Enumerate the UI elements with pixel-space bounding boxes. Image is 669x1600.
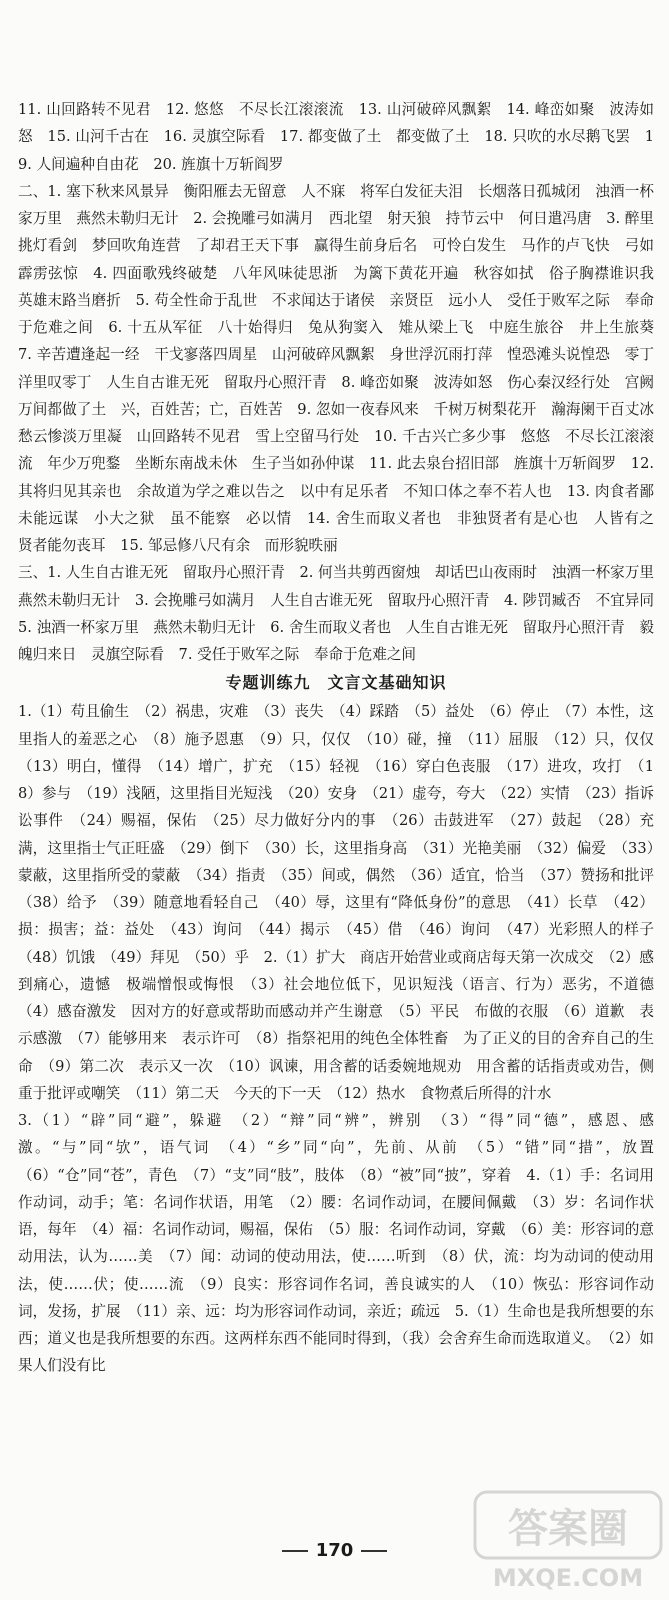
page-number-dash-right	[361, 1550, 387, 1552]
section9-title: 专题训练九 文言文基础知识	[225, 673, 447, 693]
answers-part8-section2: 二、1. 塞下秋来风景异 衡阳雁去无留意 人不寐 将军白发征夫泪 长烟落日孤城闭 浊酒一杯家万里 燕然未勒归无计 2. 会挽雕弓如满月 西北望 射天狼 持节云中 何日遣冯唐 3. 醉里挑灯看剑 梦回吹角连营 了却君王天下事 赢得生前身后名 可怜白发生 马作的卢飞快 弓如霹雳弦惊 4. 四面歌残终破楚 八年风味徒思浙 为篱下黄花开遍 秋容如拭 俗子胸襟谁识我 英雄末路当磨折 5. 苟全性命于乱世 不求闻达于诸侯 亲贤臣 远小人 受任于败军之际 奉命于危难之间 6. 十五从军征 八十始得归 兔从狗窦入 雉从梁上飞 中庭生旅谷 井上生旅葵 7. 辛苦遭逢起一经 干戈寥落四周星 山河破碎风飘絮 身世浮沉雨打萍 惶恐滩头说惶恐 零丁洋里叹零丁 人生自古谁无死 留取丹心照汗青 8. 峰峦如聚 波涛如怒 伤心秦汉经行处 宫阙万间都做了土 兴，百姓苦；亡，百姓苦 9. 忽如一夜春风来 千树万树梨花开 瀚海阑干百丈冰 愁云惨淡万里凝 山回路转不见君 雪上空留马行处 10. 千古兴亡多少事 悠悠 不尽长江滚滚流 年少万兜鍪 坐断东南战未休 生子当如孙仲谋 11. 此去泉台招旧部 旌旗十万斩阎罗 12. 其将归见其亲也 余故道为学之难以告之 以中有足乐者 不知口体之奉不若人也 13. 肉食者鄙 未能远谋 小大之狱 虽不能察 必以情 14. 舍生而取义者也 非独贤者有是心也 人皆有之 贤者能勿丧耳 15. 邹忌修八尺有余 而形貌昳丽	[18, 182, 669, 554]
answers-part8-continued: 11. 山回路转不见君 12. 悠悠 不尽长江滚滚流 13. 山河破碎风飘絮 14. 峰峦如聚 波涛如怒 15. 山河千古在 16. 灵旗空际看 17. 都变做了土 都变做了土 18. 只吹的水尽鹅飞罢 19. 人间遍种自由花 20. 旌旗十万斩阎罗	[18, 101, 654, 173]
answer-content	[18, 96, 669, 1380]
watermark-text-bottom: MXQE.COM	[492, 1564, 644, 1592]
page-number-text: 170	[315, 1540, 354, 1561]
answers-section9-part1: 1.（1）苟且偷生 （2）祸患，灾难 （3）丧失 （4）踩踏 （5）益处 （6）停止 （7）本性，这里指人的羞恶之心 （8）施予恩惠 （9）只，仅仅 （10）碰，撞 （11）屈服 （12）只，仅仅 （13）明白，懂得 （14）增广，扩充 （15）轻视 （16）穿白色丧服 （17）进攻，攻打 （18）参与 （19）浅陋，这里指目光短浅 （20）安身 （21）虚夸，夸大 （22）实情 （23）指诉讼事件 （24）赐福，保佑 （25）尽力做好分内的事 （26）击鼓进军 （27）鼓起 （28）充满，这里指士气正旺盛 （29）倒下 （30）长，这里指身高 （31）光艳美丽 （32）偏爱 （33）蒙蔽，这里指所受的蒙蔽 （34）指责 （35）间或，偶然 （36）适宜，恰当 （37）赞扬和批评 （38）给予 （39）随意地看轻自己 （40）辱，这里有“降低身份”的意思 （41）长草 （42）损：损害；益：益处 （43）询问 （44）揭示 （45）借 （46）询问 （47）光彩照人的样子 （48）饥饿 （49）拜见 （50）乎 2.（1）扩大 商店开始营业或商店每天第一次成交 （2）感到痛心，遗憾 极端憎恨或悔恨 （3）社会地位低下，见识短浅（语言、行为）恶劣，不道德 （4）感奋激发 因对方的好意或帮助而感动并产生谢意 （5）平民 布做的衣服 （6）道歉 表示感激 （7）能够用来 表示许可 （8）指祭祀用的纯色全体牲畜 为了正义的目的舍弃自己的生命 （9）第二次 表示又一次 （10）讽谏，用含蓄的话委婉地规劝 用含蓄的话指责或劝告，侧重于批评或嘲笑 （11）第二天 今天的下一天 （12）热水 食物煮后所得的汁水	[18, 703, 669, 1102]
watermark-logo	[473, 1490, 663, 1594]
answers-section9-part3: 3.（1）“辟”同“避”，躲避 （2）“辩”同“辨”，辨别 （3）“得”同“德”，感恩、感激。“与”同“欤”，语气词 （4）“乡”同“向”，先前、从前 （5）“错”同“措”，放置 （6）“仓”同“苍”，青色 （7）“支”同“肢”，肢体 （8）“被”同“披”，穿着 4.（1）手：名词用作动词，动手；笔：名词作状语，用笔 （2）腰：名词作动词，在腰间佩戴 （3）岁：名词作状语，每年 （4）福：名词作动词，赐福，保佑 （5）服：名词作动词，穿戴 （6）美：形容词的意动用法，认为……美 （7）闻：动词的使动用法，使……听到 （8）伏，流：均为动词的使动用法，使……伏；使……流 （9）良实：形容词作名词，善良诚实的人 （10）恢弘：形容词作动词，发扬，扩展 （11）亲、远：均为形容词作动词，亲近；疏远 5.（1）生命也是我所想要的东西；道义也是我所想要的东西。这两样东西不能同时得到，（我）会舍弃生命而选取道义。 （2）如果人们没有比	[18, 1112, 669, 1375]
answers-part8-section3: 三、1. 人生自古谁无死 留取丹心照汗青 2. 何当共剪西窗烛 却话巴山夜雨时 浊酒一杯家万里 燕然未勒归无计 3. 会挽雕弓如满月 人生自古谁无死 留取丹心照汗青 4. 陟罚臧否 不宜异同 5. 浊酒一杯家万里 燕然未勒归无计 6. 舍生而取义者也 人生自古谁无死 留取丹心照汗青 毅魄归来日 灵旗空际看 7. 受任于败军之际 奉命于危难之间	[18, 564, 669, 663]
watermark-text-top: 答案圈	[508, 1506, 628, 1552]
page-number-dash-left	[282, 1550, 308, 1552]
